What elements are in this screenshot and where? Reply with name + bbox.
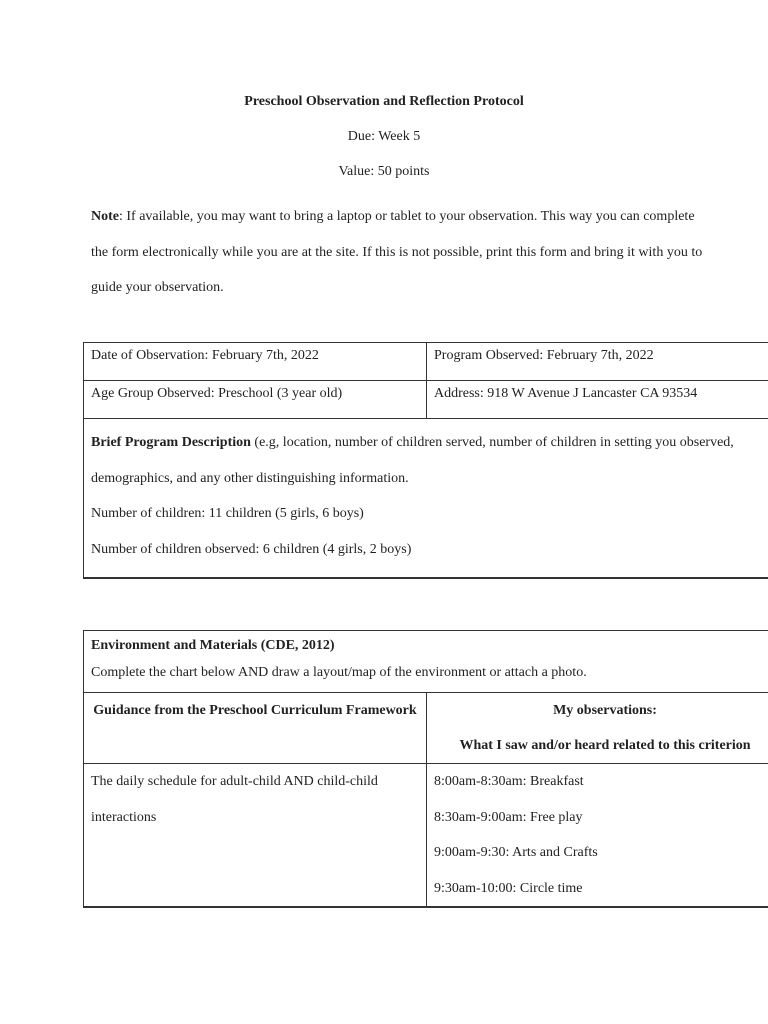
children-count: Number of children: 11 children (5 girls, 6 boys) bbox=[91, 506, 364, 521]
observations-header-line1: My observations: bbox=[553, 703, 657, 718]
schedule-item: 8:30am-9:00am: Free play bbox=[434, 809, 583, 825]
schedule-item: 9:30am-10:00: Circle time bbox=[434, 880, 583, 896]
description-prompt: (e.g, location, number of children served, number of children in setting you observed, demographics, and any other distinguishing information. bbox=[91, 435, 734, 486]
guidance-column-header: Guidance from the Preschool Curriculum Framework bbox=[84, 693, 427, 764]
date-of-observation-cell: Date of Observation: February 7th, 2022 bbox=[84, 343, 427, 381]
daily-schedule-observations bbox=[427, 764, 768, 908]
value-line: Value: 50 points bbox=[338, 164, 430, 179]
note-text: : If available, you may want to bring a laptop or tablet to your observation. This way you can complete the form electronically while you are at the site. If this is not possible, print this form and bring it with you to guide your observation. bbox=[91, 209, 703, 295]
schedule-item: 8:00am-8:30am: Breakfast bbox=[434, 774, 584, 789]
daily-schedule-criterion: The daily schedule for adult-child AND child-child interactions bbox=[84, 764, 427, 908]
observations-header-line2: What I saw and/or heard related to this criterion bbox=[459, 738, 751, 753]
children-observed: Number of children observed: 6 children (4 girls, 2 boys) bbox=[91, 541, 412, 557]
age-group-cell: Age Group Observed: Preschool (3 year old) bbox=[84, 381, 427, 419]
address-cell: Address: 918 W Avenue J Lancaster CA 93534 bbox=[427, 381, 768, 419]
environment-instruction: Complete the chart below AND draw a layout/map of the environment or attach a photo. bbox=[84, 657, 768, 693]
environment-materials-table bbox=[83, 630, 768, 908]
note-label: Note bbox=[91, 209, 119, 224]
document-title: Preschool Observation and Reflection Protocol bbox=[244, 94, 524, 109]
environment-heading: Environment and Materials (CDE, 2012) bbox=[91, 638, 335, 653]
note-paragraph bbox=[91, 199, 711, 306]
schedule-item: 9:00am-9:30: Arts and Crafts bbox=[434, 845, 598, 860]
program-info-table bbox=[83, 342, 768, 579]
program-observed-cell: Program Observed: February 7th, 2022 bbox=[427, 343, 768, 381]
observations-column-header bbox=[427, 693, 768, 764]
description-label: Brief Program Description bbox=[91, 435, 251, 450]
due-line: Due: Week 5 bbox=[347, 129, 421, 144]
program-description-cell bbox=[84, 419, 768, 579]
environment-heading-cell bbox=[84, 631, 768, 658]
